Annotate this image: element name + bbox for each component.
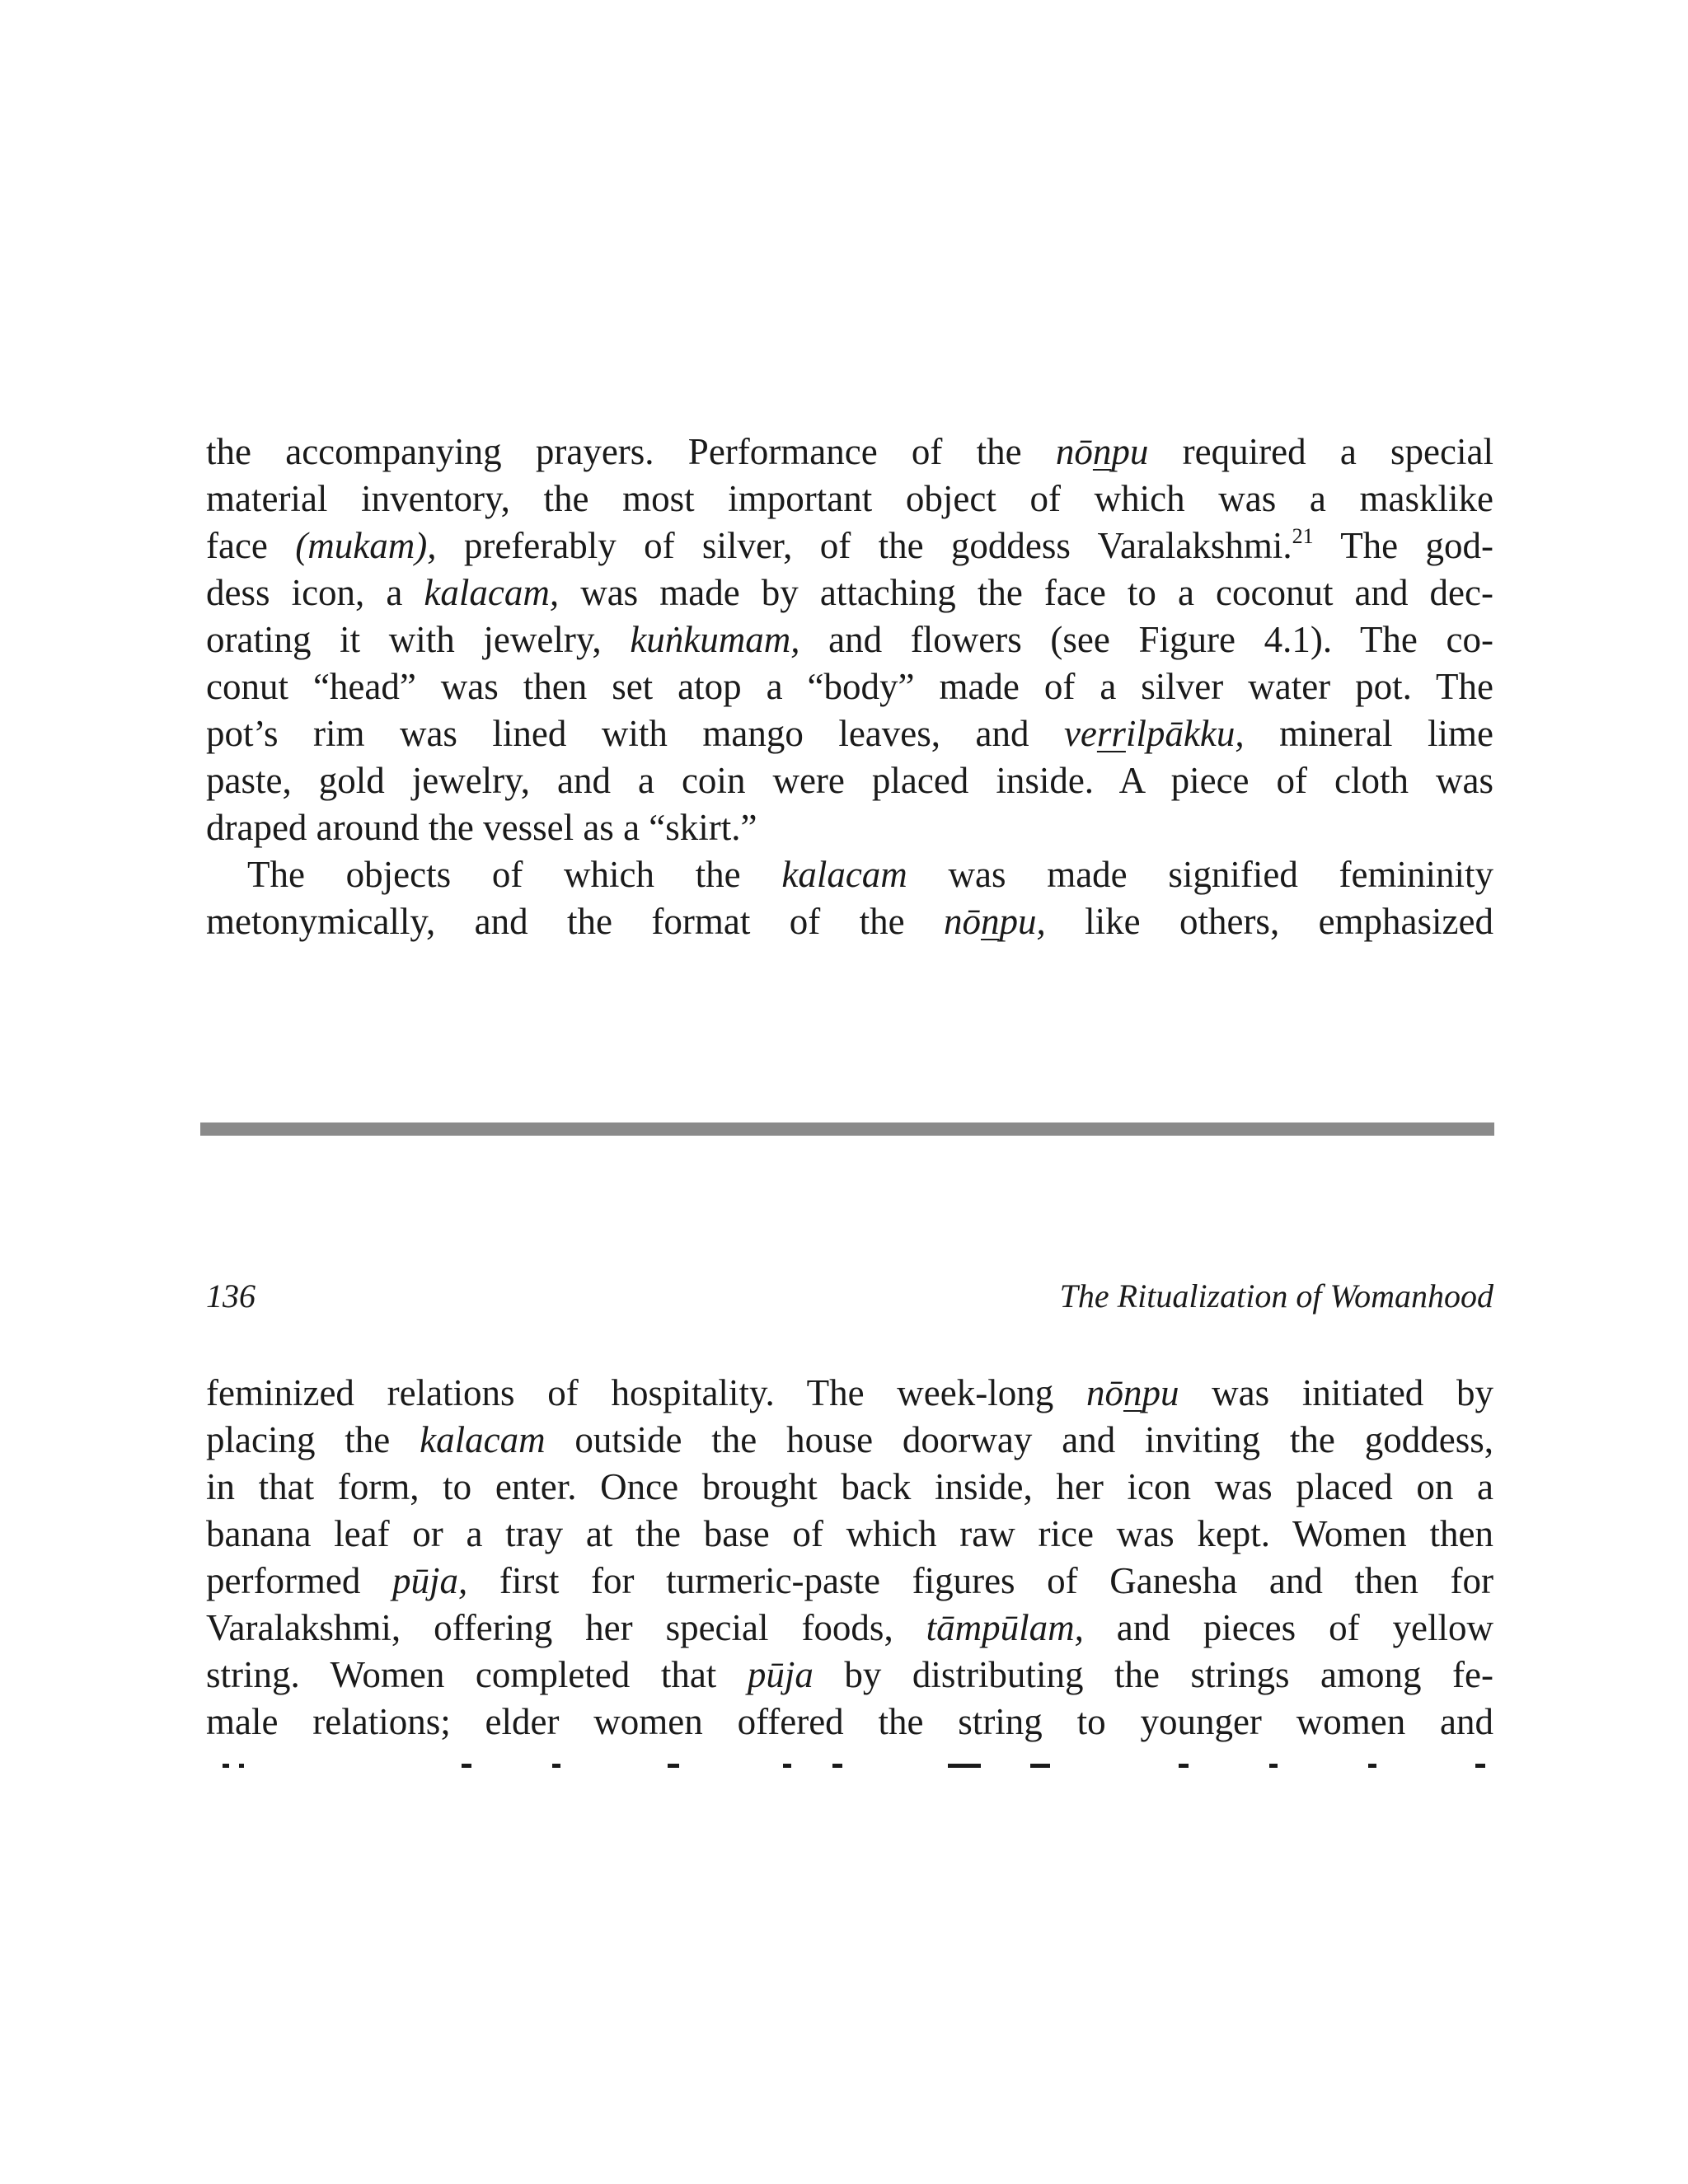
text-fragment	[1269, 1764, 1278, 1768]
text-line: banana leaf or a tray at the base of which raw rice was kept. Women then	[206, 1513, 1493, 1554]
upper-text-block	[206, 429, 1493, 945]
text-fragment	[552, 1764, 560, 1768]
text-line: material inventory, the most important object of which was a masklike	[206, 478, 1493, 519]
text-fragment	[948, 1764, 981, 1768]
text-line: performed pūja, first for turmeric-paste figures of Ganesha and then for	[206, 1560, 1493, 1601]
text-line: face (mukam), preferably of silver, of the goddess Varalakshmi.$^{21}$ The god-	[206, 524, 1493, 566]
text-line: metonymically, and the format of the nōnpu, like others, emphasized	[206, 901, 1493, 942]
lower-text-block	[206, 1370, 1493, 1746]
text-line: orating it with jewelry, kuṅkumam, and flowers (see Figure 4.1). The co-	[206, 619, 1493, 660]
text-line: pot’s rim was lined with mango leaves, and verrilpākku, mineral lime	[206, 713, 1493, 754]
running-title: The Ritualization of Womanhood	[1059, 1277, 1493, 1315]
running-head	[206, 1276, 1493, 1317]
page-number: 136	[206, 1277, 256, 1315]
text-fragment	[668, 1764, 679, 1768]
text-fragment	[1179, 1764, 1189, 1768]
text-fragment	[462, 1764, 471, 1768]
text-line: conut “head” was then set atop a “body” made of a silver water pot. The	[206, 666, 1493, 707]
text-fragment	[832, 1764, 842, 1768]
text-fragment	[1030, 1764, 1050, 1768]
text-line: string. Women completed that pūja by distributing the strings among fe-	[206, 1654, 1493, 1695]
text-fragment	[239, 1764, 244, 1768]
text-fragment	[783, 1764, 791, 1768]
text-line: the accompanying prayers. Performance of the nōnpu required a special	[206, 431, 1493, 472]
text-fragment	[1475, 1764, 1485, 1768]
text-line: male relations; elder women offered the string to younger women and	[206, 1701, 1493, 1742]
text-line: placing the kalacam outside the house doorway and inviting the goddess,	[206, 1419, 1493, 1460]
text-line: The objects of which the kalacam was made signified femininity	[247, 854, 1493, 895]
text-line: Varalakshmi, offering her special foods, tāmpūlam, and pieces of yellow	[206, 1607, 1493, 1648]
text-fragment	[1368, 1764, 1376, 1768]
text-fragment	[223, 1764, 229, 1768]
text-line: dess icon, a kalacam, was made by attaching the face to a coconut and dec-	[206, 572, 1493, 613]
text-line: paste, gold jewelry, and a coin were placed inside. A piece of cloth was	[206, 760, 1493, 801]
text-line: draped around the vessel as a “skirt.”	[206, 807, 757, 848]
page-divider	[200, 1122, 1494, 1136]
cut-off-text-line	[206, 1764, 1493, 1775]
text-line: in that form, to enter. Once brought back inside, her icon was placed on a	[206, 1466, 1493, 1507]
text-line: feminized relations of hospitality. The week-long nōnpu was initiated by	[206, 1372, 1493, 1413]
